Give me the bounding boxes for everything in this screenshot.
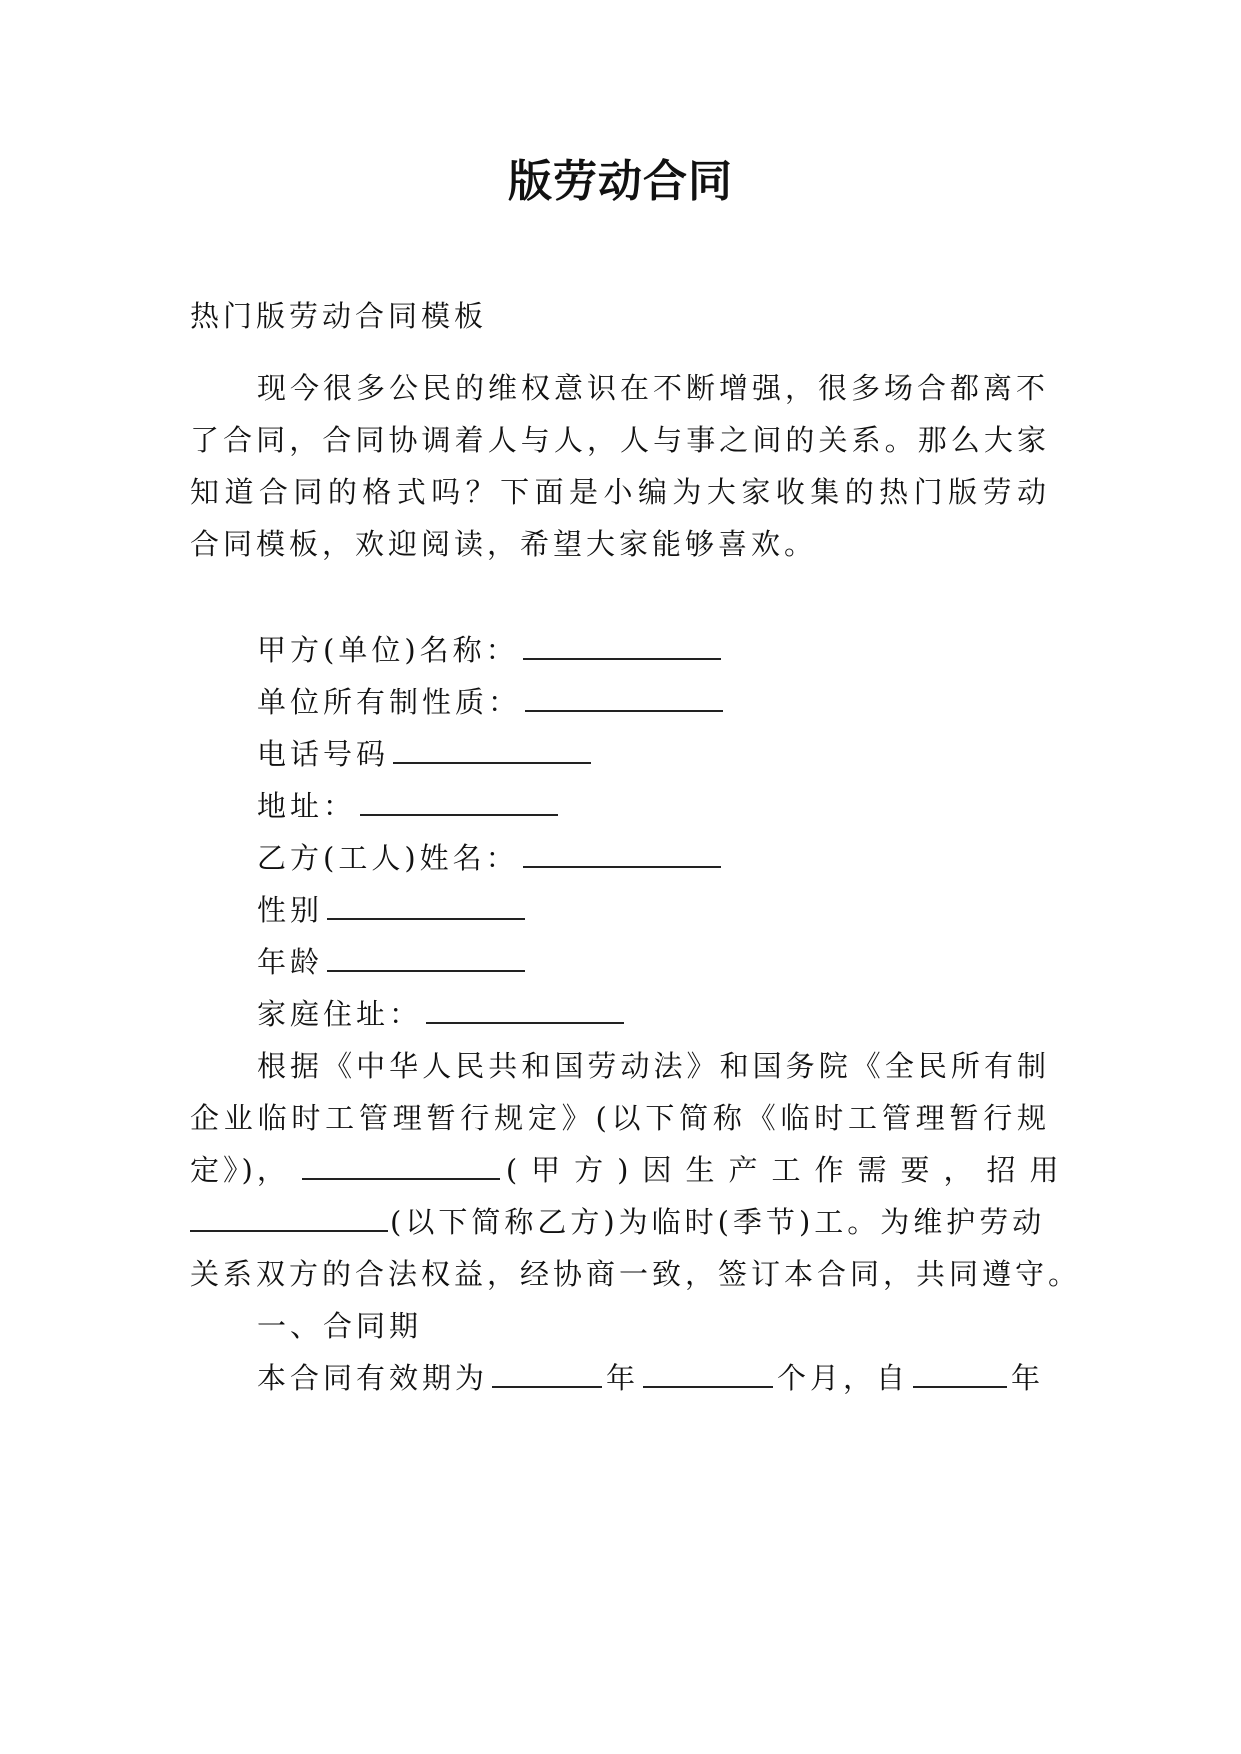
field-address bbox=[257, 784, 1241, 828]
blank-line bbox=[327, 888, 525, 920]
section-1-heading: 一、合同期 bbox=[257, 1309, 423, 1343]
body-line-4 bbox=[190, 1200, 1241, 1244]
body-text: 定》)， bbox=[190, 1153, 290, 1187]
section-1-line-1 bbox=[257, 1356, 1050, 1400]
field-label: 乙方(工人)姓名： bbox=[257, 841, 519, 875]
blank-line bbox=[492, 1356, 602, 1388]
body-text: (甲方)因生产工作需要，招用 bbox=[505, 1153, 1073, 1187]
field-home-address bbox=[257, 992, 1241, 1036]
blank-line bbox=[525, 680, 723, 712]
blank-line bbox=[360, 784, 558, 816]
intro-line-4: 合同模板，欢迎阅读，希望大家能够喜欢。 bbox=[190, 527, 818, 561]
field-party-b-name bbox=[257, 836, 1241, 880]
field-ownership-nature bbox=[257, 680, 1241, 724]
field-age bbox=[257, 940, 1241, 984]
body-line-3 bbox=[190, 1148, 1073, 1192]
body-text: 本合同有效期为 bbox=[257, 1361, 489, 1395]
field-party-a-name bbox=[257, 628, 1241, 672]
blank-line bbox=[913, 1356, 1007, 1388]
intro-line-3: 知道合同的格式吗？下面是小编为大家收集的热门版劳动 bbox=[190, 475, 1050, 509]
document-title: 版劳动合同 bbox=[508, 156, 733, 207]
field-label: 性别 bbox=[257, 893, 324, 927]
field-phone bbox=[257, 732, 1241, 776]
blank-line bbox=[426, 992, 624, 1024]
blank-line bbox=[643, 1356, 773, 1388]
field-label: 甲方(单位)名称： bbox=[257, 633, 519, 667]
body-text: (以下简称乙方)为临时(季节)工。为维护劳动 bbox=[390, 1205, 1046, 1239]
body-text: 年 bbox=[606, 1361, 640, 1395]
intro-line-2: 了合同，合同协调着人与人，人与事之间的关系。那么大家 bbox=[190, 423, 1050, 457]
body-line-2: 企业临时工管理暂行规定》(以下简称《临时工管理暂行规 bbox=[190, 1101, 1050, 1135]
blank-line bbox=[523, 628, 721, 660]
blank-line bbox=[523, 836, 721, 868]
blank-line bbox=[393, 732, 591, 764]
body-text: 个月，自 bbox=[777, 1361, 910, 1395]
body-line-5: 关系双方的合法权益，经协商一致，签订本合同，共同遵守。 bbox=[190, 1257, 1082, 1291]
blank-line bbox=[302, 1148, 500, 1180]
field-label: 地址： bbox=[257, 789, 357, 823]
field-label: 单位所有制性质： bbox=[257, 685, 522, 719]
document-subtitle: 热门版劳动合同模板 bbox=[190, 299, 488, 333]
body-text: 年 bbox=[1011, 1361, 1045, 1395]
field-label: 家庭住址： bbox=[257, 997, 423, 1031]
field-label: 年龄 bbox=[257, 945, 324, 979]
blank-line bbox=[190, 1200, 388, 1232]
intro-line-1: 现今很多公民的维权意识在不断增强，很多场合都离不 bbox=[257, 371, 1050, 405]
body-line-1: 根据《中华人民共和国劳动法》和国务院《全民所有制 bbox=[257, 1049, 1050, 1083]
field-gender bbox=[257, 888, 1241, 932]
field-label: 电话号码 bbox=[257, 737, 390, 771]
blank-line bbox=[327, 940, 525, 972]
